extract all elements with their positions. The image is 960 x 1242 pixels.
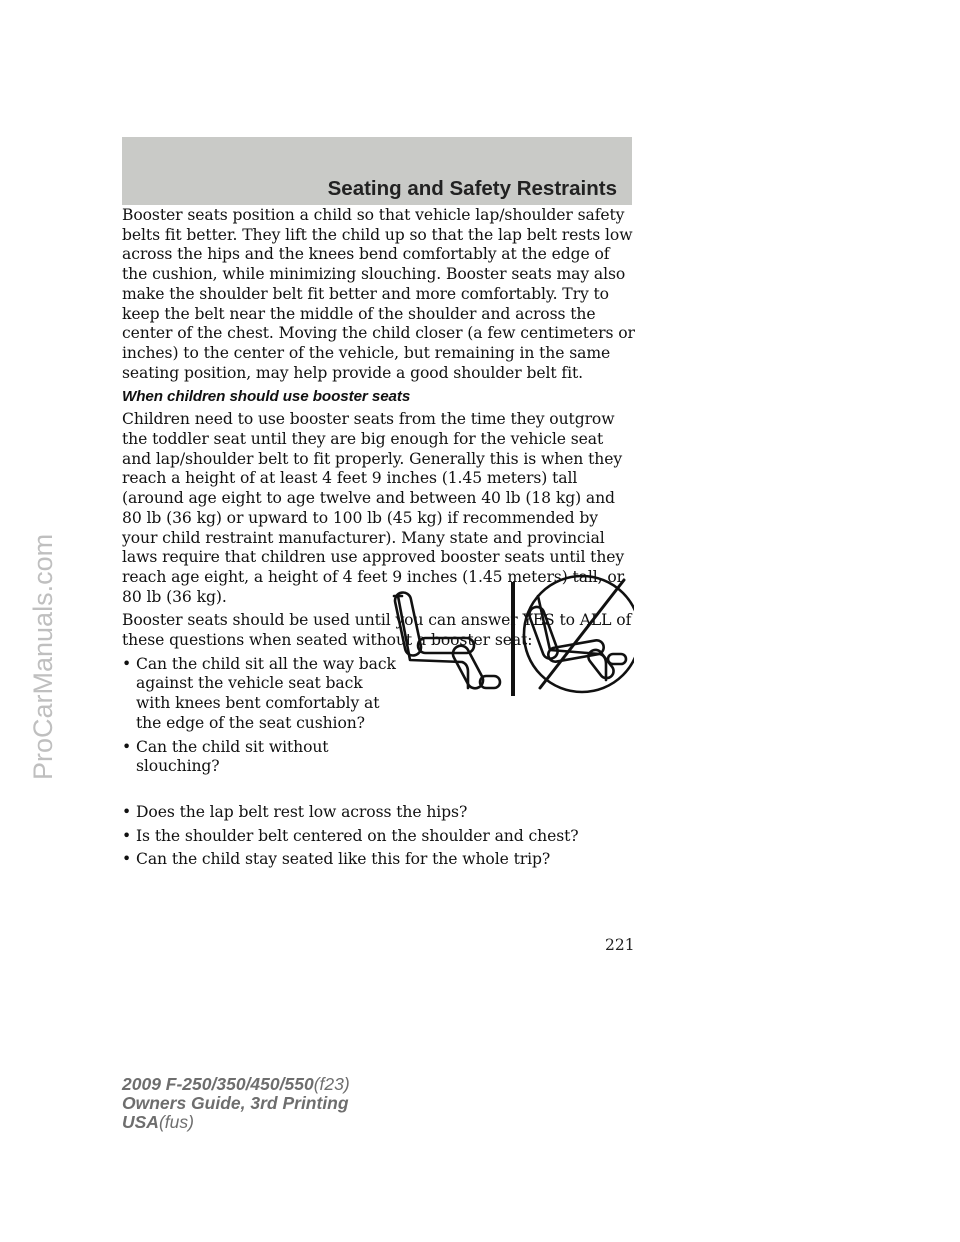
section-title: Seating and Safety Restraints [327,177,617,200]
watermark: ProCarManuals.com [28,533,58,780]
intro-paragraph: Booster seats position a child so that vehicle lap/shoulder safety belts fit better. They lift the child up so that the lap belt rests low across the hips and the knees bend comfortably at the edge of the cushion, while minimizing slouching. Booster seats may also make the shoulder belt fit better and more comfortably. Try to keep the belt near the middle of the shoulder and across the center of the chest. Moving the child closer (a few centimeters or inches) to the center of the vehicle, but remaining in the same seating position, may help provide a good shoulder belt fit. [122,206,635,382]
footer-line-3 [122,1113,350,1132]
bullet-marker: • [122,826,132,845]
footer-line-2: Owners Guide, 3rd Printing [122,1093,349,1113]
bullet-text: Can the child sit without slouching? [136,737,329,776]
booster-seat-posture-illustration [388,570,634,700]
footer-model-code: (f23) [313,1074,350,1094]
footer-market-code: (fus) [158,1112,194,1132]
bullet-marker: • [122,850,132,869]
correct-seating-figure [394,591,500,691]
list-item [122,850,636,870]
questions-intro-paragraph: Booster seats should be used until you can answer YES to ALL of these questions when seated without a booster seat: [122,611,632,650]
bullet-text: Can the child stay seated like this for the whole trip? [136,850,551,869]
bullet-marker: • [122,802,132,821]
page-number: 221 [605,936,635,954]
bullet-marker: • [122,737,132,756]
document-footer [122,1075,350,1132]
footer-model: 2009 F-250/350/450/550 [122,1074,314,1094]
bullet-text: Is the shoulder belt centered on the shoulder and chest? [136,826,579,845]
footer-line-1 [122,1075,350,1094]
list-item [122,803,636,823]
list-item [122,738,636,777]
bullet-marker: • [122,654,132,673]
bullet-text: Can the child sit all the way back against the vehicle seat back with knees bent comfortably at the edge of the seat cushion? [136,654,396,732]
list-item [122,827,636,847]
bullet-text: Does the lap belt rest low across the hips? [136,802,468,821]
footer-market: USA [122,1112,159,1132]
page-content [122,206,636,874]
section-header-band [122,137,632,205]
incorrect-seating-figure [524,576,634,692]
subheading: When children should use booster seats [122,388,411,406]
booster-usage-paragraph: Children need to use booster seats from the time they outgrow the toddler seat until they are big enough for the vehicle seat and lap/shoulder belt to fit properly. Generally this is when they reach a height of at least 4 feet 9 inches (1.45 meters) tall (around age eight to age twelve and between 40 lb (18 kg) and 80 lb (36 kg) or upward to 100 lb (45 kg) if recommended by your child restraint manufacturer). Many state and provincial laws require that children use approved booster seats until they reach age eight, a height of 4 feet 9 inches (1.45 meters) tall, or 80 lb (36 kg). [122,410,625,606]
